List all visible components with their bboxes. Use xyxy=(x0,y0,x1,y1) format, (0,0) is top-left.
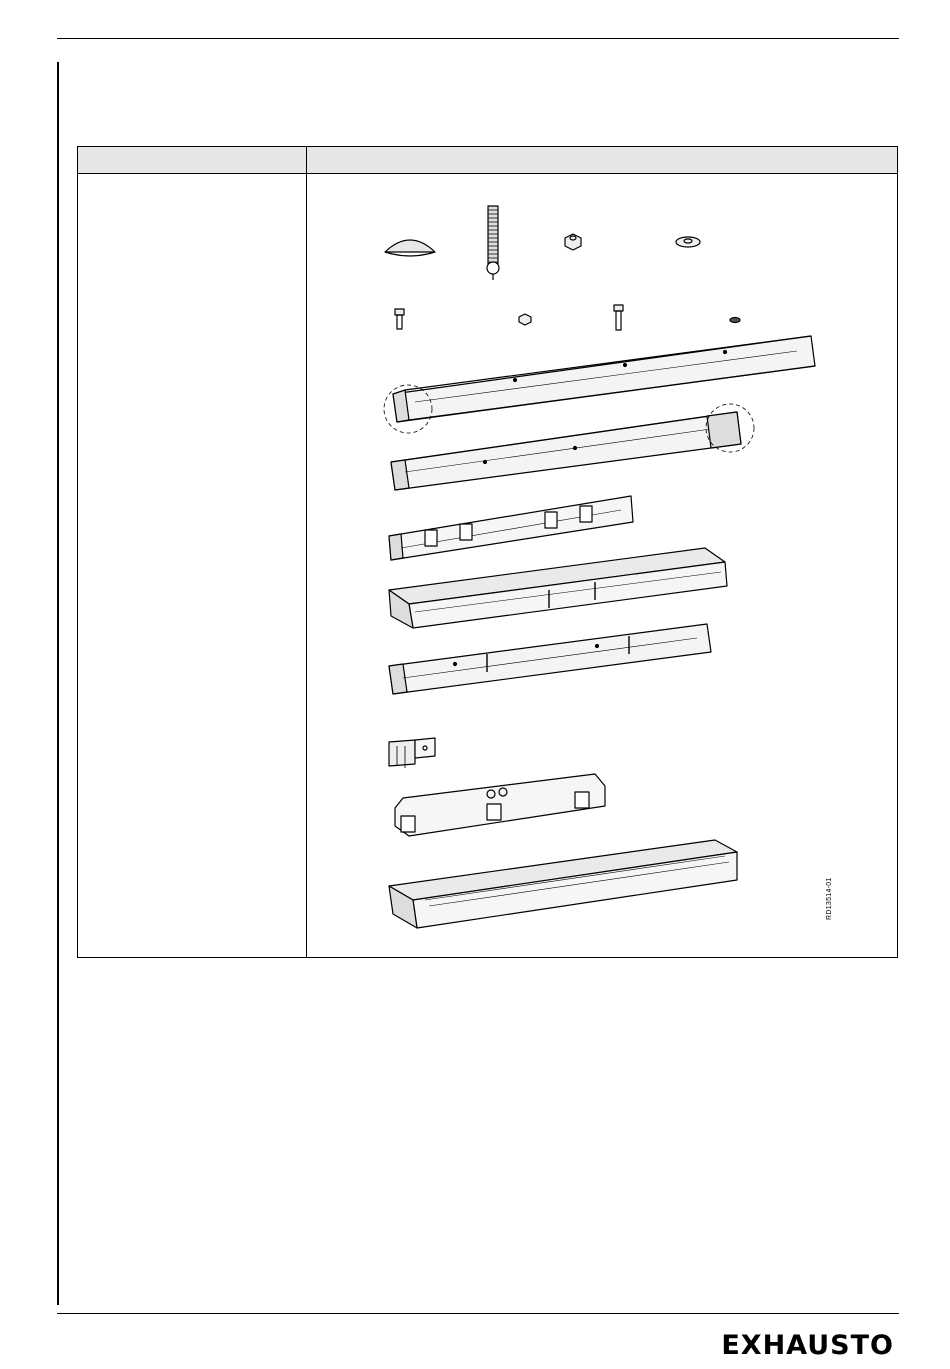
exhausto-logo: EXHAUSTO xyxy=(721,1330,894,1361)
bracket-part xyxy=(389,738,435,768)
rail-3-part xyxy=(389,496,633,560)
foot-cap-part xyxy=(385,240,435,256)
rail-1-part xyxy=(384,336,815,433)
washer-part xyxy=(676,237,700,247)
table-header xyxy=(78,147,897,174)
short-bolt-part xyxy=(395,309,404,329)
nut-part xyxy=(565,234,581,250)
top-rule xyxy=(57,38,899,39)
small-nut-part xyxy=(519,314,531,325)
small-washer-part xyxy=(730,318,740,323)
long-bolt-part xyxy=(614,305,623,330)
rail-5-part xyxy=(389,624,711,694)
bottom-rule xyxy=(57,1313,899,1314)
left-margin-bar xyxy=(57,62,59,1305)
mounting-plate-part xyxy=(395,774,605,836)
rail-2-part xyxy=(391,404,754,490)
threaded-rod-part xyxy=(487,206,499,280)
exploded-parts-drawing xyxy=(305,176,897,956)
rail-4-part xyxy=(389,548,727,628)
drawing-reference-code: RD13514-01 xyxy=(826,877,833,920)
channel-part xyxy=(389,840,737,928)
